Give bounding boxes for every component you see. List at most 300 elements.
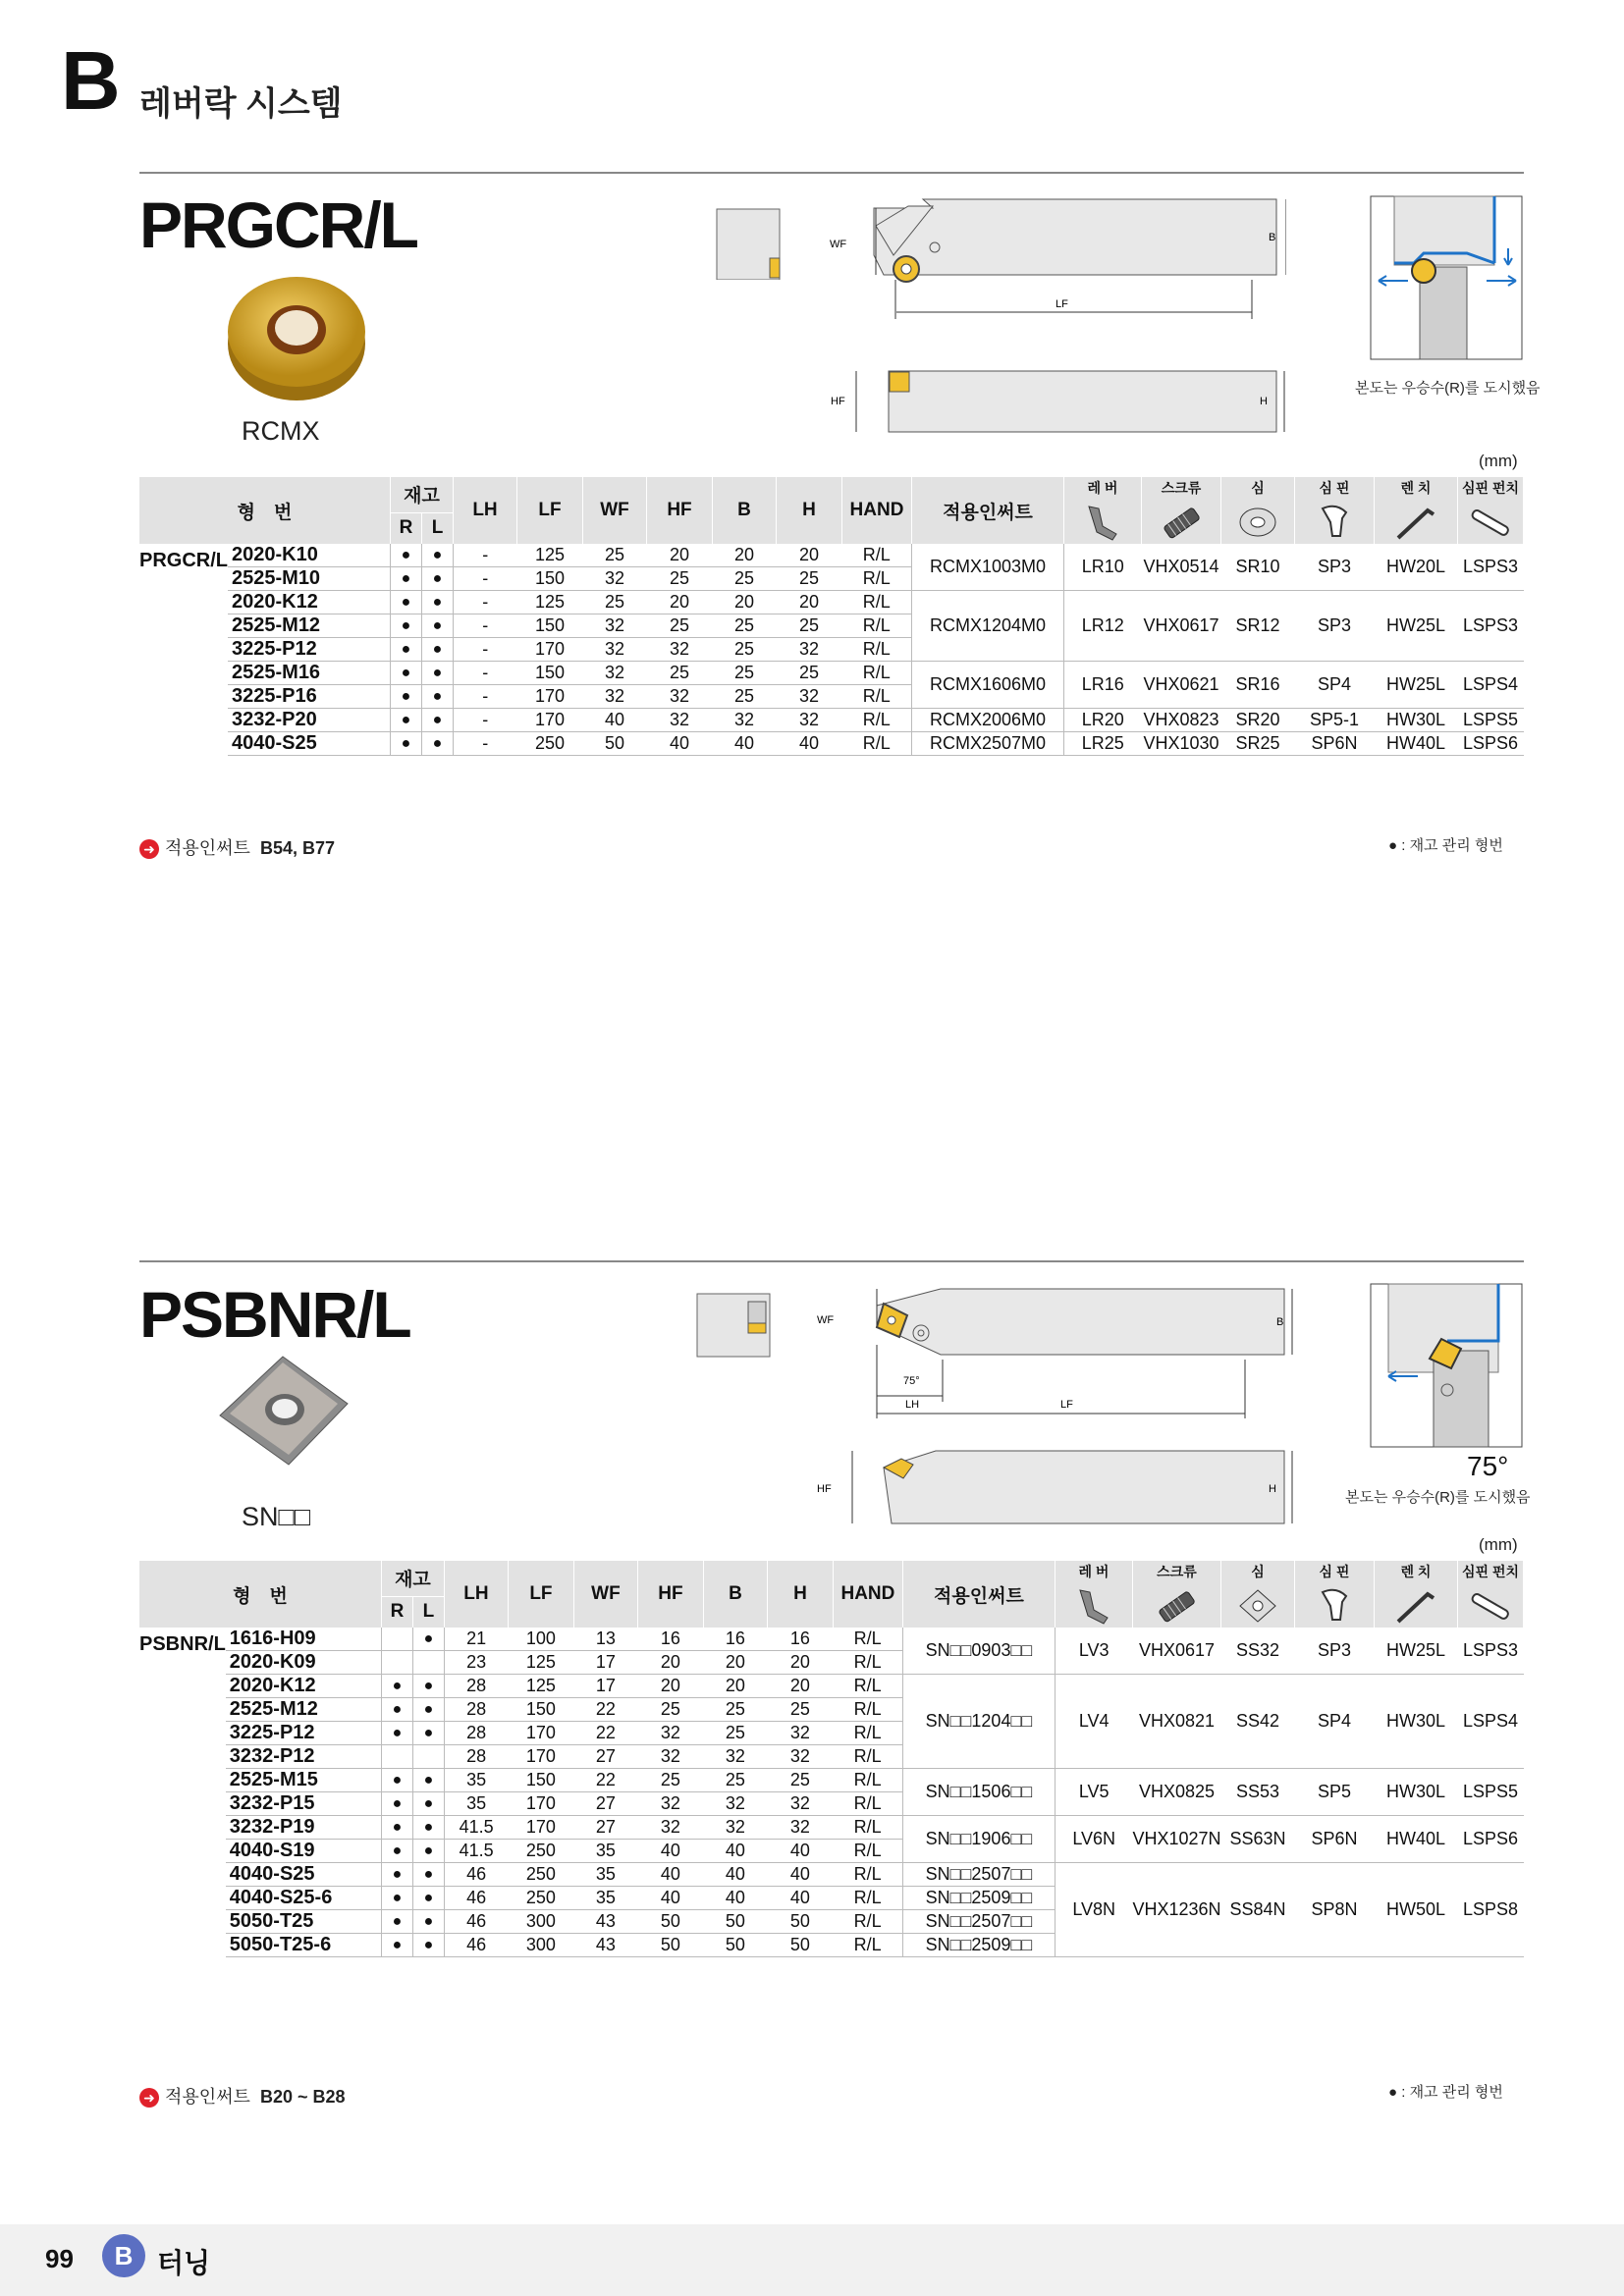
dim-wf: 35 [573, 1863, 637, 1887]
part-shim: SR10 [1221, 544, 1295, 591]
applicable-insert: RCMX1003M0 [912, 544, 1064, 591]
dim-hf: 32 [647, 685, 713, 709]
dim-h: 32 [767, 1722, 833, 1745]
dim-h: 40 [767, 1887, 833, 1910]
divider [139, 172, 1524, 174]
stock-l: ● [422, 662, 454, 685]
dim-lf: 250 [508, 1887, 573, 1910]
dim-b: 20 [713, 544, 777, 567]
section2-application-diagram [1369, 1282, 1526, 1449]
section1-spec-table [139, 477, 1524, 756]
part-number: 5050-T25-6 [226, 1934, 382, 1957]
dim-b: 25 [713, 685, 777, 709]
angle-small-label: 75° [903, 1375, 920, 1387]
stock-l [412, 1651, 444, 1675]
hdr-h: H [767, 1561, 833, 1628]
hand: R/L [833, 1628, 902, 1651]
section2-insert-reference: ➜ 적용인써트 B20 ~ B28 [139, 2083, 346, 2109]
dim-lf: 170 [508, 1816, 573, 1840]
applicable-insert: SN□□2507□□ [902, 1863, 1055, 1887]
stock-l: ● [412, 1910, 444, 1934]
section-name: 터닝 [157, 2248, 211, 2278]
chapter-letter: B [61, 34, 121, 127]
dim-h: 40 [777, 732, 842, 756]
dim-lh: 21 [444, 1628, 508, 1651]
dim-b: 40 [703, 1887, 767, 1910]
dim-lh: 46 [444, 1887, 508, 1910]
dim-h: 32 [767, 1816, 833, 1840]
family-name: PRGCR/L [139, 550, 228, 571]
dim-wf-label: WF [830, 239, 847, 250]
hdr-shim: 심 [1221, 1561, 1295, 1628]
dim-b: 50 [703, 1910, 767, 1934]
table-row [139, 1769, 1524, 1792]
part-shim-pin: SP4 [1295, 1675, 1375, 1769]
hdr-screw: 스크류 [1142, 477, 1221, 544]
hand: R/L [833, 1651, 902, 1675]
part-lever: LV4 [1055, 1675, 1132, 1769]
part-shim-pin: SP5-1 [1295, 709, 1375, 732]
stock-l: ● [412, 1769, 444, 1792]
shim-pin-icon [1313, 1584, 1356, 1628]
part-lever: LR25 [1064, 732, 1142, 756]
stock-r: ● [381, 1675, 412, 1698]
rcmx-insert-image [218, 267, 375, 404]
part-shim-pin: SP4 [1295, 662, 1375, 709]
part-shim-pin: SP3 [1295, 1628, 1375, 1675]
dim-hf: 32 [647, 709, 713, 732]
dim-lf: 150 [517, 662, 583, 685]
part-number: 3225-P16 [228, 685, 391, 709]
applicable-insert: SN□□1506□□ [902, 1769, 1055, 1816]
dim-b: 25 [713, 614, 777, 638]
hdr-shim-pin: 심 핀 [1295, 1561, 1375, 1628]
applicable-insert: SN□□2509□□ [902, 1934, 1055, 1957]
part-number: 2020-K12 [228, 591, 391, 614]
table-row [139, 662, 1524, 685]
part-shim: SR25 [1221, 732, 1295, 756]
part-number: 3232-P20 [228, 709, 391, 732]
page-number: 99 [45, 2244, 74, 2273]
part-number: 4040-S19 [226, 1840, 382, 1863]
hand: R/L [833, 1769, 902, 1792]
dim-lf: 170 [508, 1792, 573, 1816]
dim-hf: 25 [647, 567, 713, 591]
applicable-insert: RCMX2507M0 [912, 732, 1064, 756]
reference-arrow-icon: ➜ [139, 839, 159, 859]
part-wrench: HW25L [1375, 591, 1458, 662]
stock-l: ● [422, 732, 454, 756]
applicable-insert: SN□□1906□□ [902, 1816, 1055, 1863]
part-shim-pin-punch: LSPS4 [1458, 662, 1524, 709]
dim-lf: 170 [517, 638, 583, 662]
hdr-l: L [422, 512, 454, 544]
part-lever: LV6N [1055, 1816, 1132, 1863]
stock-l: ● [422, 709, 454, 732]
part-number: 3232-P15 [226, 1792, 382, 1816]
dim-lf: 125 [517, 591, 583, 614]
hdr-part-number: 형 번 [139, 1561, 381, 1628]
hand: R/L [833, 1816, 902, 1840]
section2-spec-table [139, 1561, 1524, 1957]
dim-wf: 27 [573, 1792, 637, 1816]
dim-wf: 43 [573, 1934, 637, 1957]
dim-b: 25 [703, 1722, 767, 1745]
dim-b: 20 [703, 1675, 767, 1698]
hand: R/L [833, 1722, 902, 1745]
part-shim-pin-punch: LSPS3 [1458, 544, 1524, 591]
part-number: 4040-S25 [228, 732, 391, 756]
part-shim-pin-punch: LSPS3 [1458, 1628, 1524, 1675]
dim-h: 25 [777, 662, 842, 685]
hdr-insert: 적용인써트 [902, 1561, 1055, 1628]
chapter-title: 레버락 시스템 [139, 85, 343, 123]
dim-lf: 125 [517, 544, 583, 567]
hdr-lh: LH [454, 477, 517, 544]
hand: R/L [842, 591, 912, 614]
dim-h: 25 [777, 614, 842, 638]
dim-lf: 150 [508, 1698, 573, 1722]
dim-b: 32 [703, 1745, 767, 1769]
dim-b: 32 [703, 1816, 767, 1840]
part-shim: SS84N [1221, 1863, 1295, 1957]
dim-wf: 22 [573, 1769, 637, 1792]
dim-h: 32 [767, 1745, 833, 1769]
section2-title: PSBNR/L [139, 1278, 410, 1351]
dim-lh: - [454, 638, 517, 662]
part-lever: LR20 [1064, 709, 1142, 732]
part-number: 2525-M16 [228, 662, 391, 685]
section2-front-view [695, 1292, 774, 1361]
dim-wf: 25 [583, 544, 647, 567]
hdr-stock: 재고 [381, 1561, 444, 1596]
part-screw: VHX0514 [1142, 544, 1221, 591]
dim-h: 40 [767, 1863, 833, 1887]
dim-lf: 150 [517, 614, 583, 638]
hand: R/L [842, 638, 912, 662]
part-lever: LR10 [1064, 544, 1142, 591]
part-wrench: HW40L [1375, 1816, 1458, 1863]
hdr-lf: LF [517, 477, 583, 544]
wrench-icon [1394, 1584, 1437, 1628]
part-screw: VHX0823 [1142, 709, 1221, 732]
dim-lf: 170 [517, 709, 583, 732]
dim-b: 25 [713, 662, 777, 685]
dim-lf: 150 [508, 1769, 573, 1792]
part-shim: SR12 [1221, 591, 1295, 662]
dim-lh: 46 [444, 1863, 508, 1887]
part-number: 1616-H09 [226, 1628, 382, 1651]
stock-r: ● [381, 1722, 412, 1745]
hdr-shim: 심 [1221, 477, 1295, 544]
dim-hf: 20 [637, 1675, 703, 1698]
part-screw: VHX0617 [1132, 1628, 1220, 1675]
dim-hf: 20 [647, 544, 713, 567]
dim-wf: 13 [573, 1628, 637, 1651]
dim-h: 50 [767, 1910, 833, 1934]
dim-b: 40 [703, 1840, 767, 1863]
stock-r [381, 1745, 412, 1769]
dim-wf: 35 [573, 1887, 637, 1910]
table-row [139, 732, 1524, 756]
hand: R/L [842, 685, 912, 709]
part-shim-pin: SP3 [1295, 544, 1375, 591]
section1-application-diagram [1369, 194, 1526, 361]
section2-side-drawing [813, 1286, 1294, 1531]
divider [139, 1260, 1524, 1262]
dim-lh: 23 [444, 1651, 508, 1675]
dim-lf: 170 [517, 685, 583, 709]
dim-lh: 28 [444, 1698, 508, 1722]
dim-b: 40 [713, 732, 777, 756]
dim-hf: 50 [637, 1934, 703, 1957]
part-number: 3232-P12 [226, 1745, 382, 1769]
part-lever: LR16 [1064, 662, 1142, 709]
dim-h: 32 [767, 1792, 833, 1816]
part-number: 5050-T25 [226, 1910, 382, 1934]
table-row [139, 1863, 1524, 1887]
part-lever: LR12 [1064, 591, 1142, 662]
part-wrench: HW25L [1375, 1628, 1458, 1675]
dim-lh-label: LH [905, 1399, 920, 1411]
table-row [139, 1675, 1524, 1698]
stock-r: ● [381, 1816, 412, 1840]
stock-l: ● [422, 638, 454, 662]
dim-wf: 32 [583, 638, 647, 662]
dim-wf: 32 [583, 685, 647, 709]
part-wrench: HW20L [1375, 544, 1458, 591]
stock-r: ● [391, 709, 422, 732]
part-lever: LV3 [1055, 1628, 1132, 1675]
part-lever: LV5 [1055, 1769, 1132, 1816]
part-number: 3232-P19 [226, 1816, 382, 1840]
dim-lh: - [454, 614, 517, 638]
dim-wf: 25 [583, 591, 647, 614]
dim-wf: 22 [573, 1698, 637, 1722]
dim-lf: 300 [508, 1910, 573, 1934]
part-shim: SS53 [1221, 1769, 1295, 1816]
dim-lh: - [454, 662, 517, 685]
stock-l: ● [412, 1698, 444, 1722]
part-shim: SR16 [1221, 662, 1295, 709]
dim-lf: 170 [508, 1722, 573, 1745]
applicable-insert: RCMX2006M0 [912, 709, 1064, 732]
dim-hf: 40 [637, 1840, 703, 1863]
dim-h: 20 [777, 544, 842, 567]
dim-h: 20 [767, 1675, 833, 1698]
dim-h-label: H [1269, 1483, 1276, 1495]
stock-r: ● [381, 1863, 412, 1887]
dim-lh: 35 [444, 1792, 508, 1816]
dim-hf: 40 [637, 1887, 703, 1910]
dim-b: 16 [703, 1628, 767, 1651]
part-shim-pin-punch: LSPS8 [1458, 1863, 1524, 1957]
part-shim-pin: SP6N [1295, 732, 1375, 756]
punch-icon [1469, 1584, 1512, 1628]
dim-h: 25 [767, 1698, 833, 1722]
dim-lh: - [454, 685, 517, 709]
applicable-insert: RCMX1606M0 [912, 662, 1064, 709]
part-number: 2020-K09 [226, 1651, 382, 1675]
dim-lh: - [454, 709, 517, 732]
stock-r: ● [381, 1792, 412, 1816]
stock-l: ● [412, 1722, 444, 1745]
applicable-insert: SN□□2509□□ [902, 1887, 1055, 1910]
stock-l: ● [422, 614, 454, 638]
section1-front-view [715, 201, 784, 280]
hand: R/L [833, 1863, 902, 1887]
family-name: PSBNR/L [139, 1633, 226, 1655]
part-shim: SS42 [1221, 1675, 1295, 1769]
dim-hf: 50 [637, 1910, 703, 1934]
hand: R/L [833, 1887, 902, 1910]
hdr-h: H [777, 477, 842, 544]
dim-hf: 32 [637, 1722, 703, 1745]
dim-b: 25 [703, 1698, 767, 1722]
dim-lf: 250 [508, 1863, 573, 1887]
hand: R/L [833, 1745, 902, 1769]
dim-b-label: B [1269, 232, 1276, 243]
dim-wf: 50 [583, 732, 647, 756]
hand: R/L [842, 544, 912, 567]
part-shim-pin: SP6N [1295, 1816, 1375, 1863]
hdr-part-number: 형 번 [139, 477, 391, 544]
dim-h: 40 [767, 1840, 833, 1863]
hdr-hand: HAND [842, 477, 912, 544]
section1-insert-name: RCMX [242, 416, 320, 446]
dim-hf: 25 [647, 614, 713, 638]
dim-b: 20 [713, 591, 777, 614]
part-shim-pin-punch: LSPS4 [1458, 1675, 1524, 1769]
table-row [139, 1628, 1524, 1651]
hand: R/L [833, 1910, 902, 1934]
dim-lh: 35 [444, 1769, 508, 1792]
dim-hf-label: HF [817, 1483, 832, 1495]
hdr-insert: 적용인써트 [912, 477, 1064, 544]
lever-icon [1081, 501, 1124, 544]
dim-lh: 41.5 [444, 1816, 508, 1840]
hand: R/L [833, 1840, 902, 1863]
dim-lh: 28 [444, 1745, 508, 1769]
stock-r: ● [381, 1887, 412, 1910]
part-shim-pin-punch: LSPS6 [1458, 732, 1524, 756]
dim-hf: 20 [637, 1651, 703, 1675]
dim-lf: 150 [517, 567, 583, 591]
dim-hf-label: HF [831, 396, 845, 407]
part-wrench: HW30L [1375, 1675, 1458, 1769]
dim-lh: 28 [444, 1675, 508, 1698]
stock-l: ● [422, 544, 454, 567]
part-screw: VHX0821 [1132, 1675, 1220, 1769]
stock-r: ● [391, 544, 422, 567]
page-footer-bar [0, 2224, 1624, 2296]
shim-pin-icon [1313, 501, 1356, 544]
dim-hf: 40 [637, 1863, 703, 1887]
dim-hf: 25 [647, 662, 713, 685]
part-shim-pin-punch: LSPS6 [1458, 1816, 1524, 1863]
hdr-shim-pin: 심 핀 [1295, 477, 1375, 544]
dim-h: 25 [767, 1769, 833, 1792]
hdr-shim-pin-punch: 심핀 펀치 [1458, 1561, 1524, 1628]
stock-r: ● [381, 1698, 412, 1722]
part-shim-pin-punch: LSPS5 [1458, 709, 1524, 732]
hand: R/L [842, 732, 912, 756]
dim-h: 32 [777, 638, 842, 662]
dim-lf-label: LF [1056, 298, 1068, 310]
dim-wf: 27 [573, 1745, 637, 1769]
dim-hf: 25 [637, 1769, 703, 1792]
section2-drawing-note: 본도는 우승수(R)를 도시했음 [1345, 1489, 1531, 1506]
hdr-lf: LF [508, 1561, 573, 1628]
part-wrench: HW40L [1375, 732, 1458, 756]
table-row [139, 1816, 1524, 1840]
dim-lh: 46 [444, 1910, 508, 1934]
applicable-insert: SN□□0903□□ [902, 1628, 1055, 1675]
stock-r: ● [391, 685, 422, 709]
table-row [139, 709, 1524, 732]
part-shim-pin-punch: LSPS5 [1458, 1769, 1524, 1816]
dim-lf: 125 [508, 1651, 573, 1675]
dim-lh: - [454, 544, 517, 567]
dim-b: 25 [703, 1769, 767, 1792]
part-number: 3225-P12 [226, 1722, 382, 1745]
section2-stock-note: ● : 재고 관리 형번 [1388, 2084, 1503, 2101]
lever-icon [1072, 1584, 1115, 1628]
wrench-icon [1394, 501, 1437, 544]
stock-r: ● [391, 614, 422, 638]
hdr-hf: HF [647, 477, 713, 544]
dim-wf: 17 [573, 1675, 637, 1698]
section1-stock-note: ● : 재고 관리 형번 [1388, 837, 1503, 854]
dim-wf-label: WF [817, 1314, 835, 1326]
part-screw: VHX0825 [1132, 1769, 1220, 1816]
stock-l: ● [412, 1863, 444, 1887]
punch-icon [1469, 501, 1512, 544]
dim-lf-label: LF [1060, 1399, 1073, 1411]
applicable-insert: RCMX1204M0 [912, 591, 1064, 662]
sn-insert-image [214, 1353, 352, 1470]
dim-hf: 16 [637, 1628, 703, 1651]
part-number: 3225-P12 [228, 638, 391, 662]
part-wrench: HW25L [1375, 662, 1458, 709]
stock-l: ● [422, 591, 454, 614]
part-screw: VHX1236N [1132, 1863, 1220, 1957]
applicable-insert: SN□□1204□□ [902, 1675, 1055, 1769]
part-wrench: HW30L [1375, 709, 1458, 732]
dim-h: 32 [777, 709, 842, 732]
stock-r: ● [391, 732, 422, 756]
shim-icon [1236, 1584, 1279, 1628]
reference-arrow-icon: ➜ [139, 2088, 159, 2108]
hdr-r: R [391, 512, 422, 544]
dim-h: 50 [767, 1934, 833, 1957]
table-row [139, 544, 1524, 567]
part-screw: VHX0621 [1142, 662, 1221, 709]
part-number: 2525-M10 [228, 567, 391, 591]
stock-r [381, 1628, 412, 1651]
section2-insert-name: SN□□ [242, 1502, 311, 1531]
part-shim-pin: SP8N [1295, 1863, 1375, 1957]
table-row [139, 591, 1524, 614]
dim-lh: 41.5 [444, 1840, 508, 1863]
dim-wf: 32 [583, 614, 647, 638]
dim-h: 20 [777, 591, 842, 614]
hdr-b: B [703, 1561, 767, 1628]
section1-insert-reference: ➜ 적용인써트 B54, B77 [139, 834, 335, 860]
hdr-lever: 레 버 [1064, 477, 1142, 544]
part-wrench: HW30L [1375, 1769, 1458, 1816]
stock-r: ● [391, 567, 422, 591]
